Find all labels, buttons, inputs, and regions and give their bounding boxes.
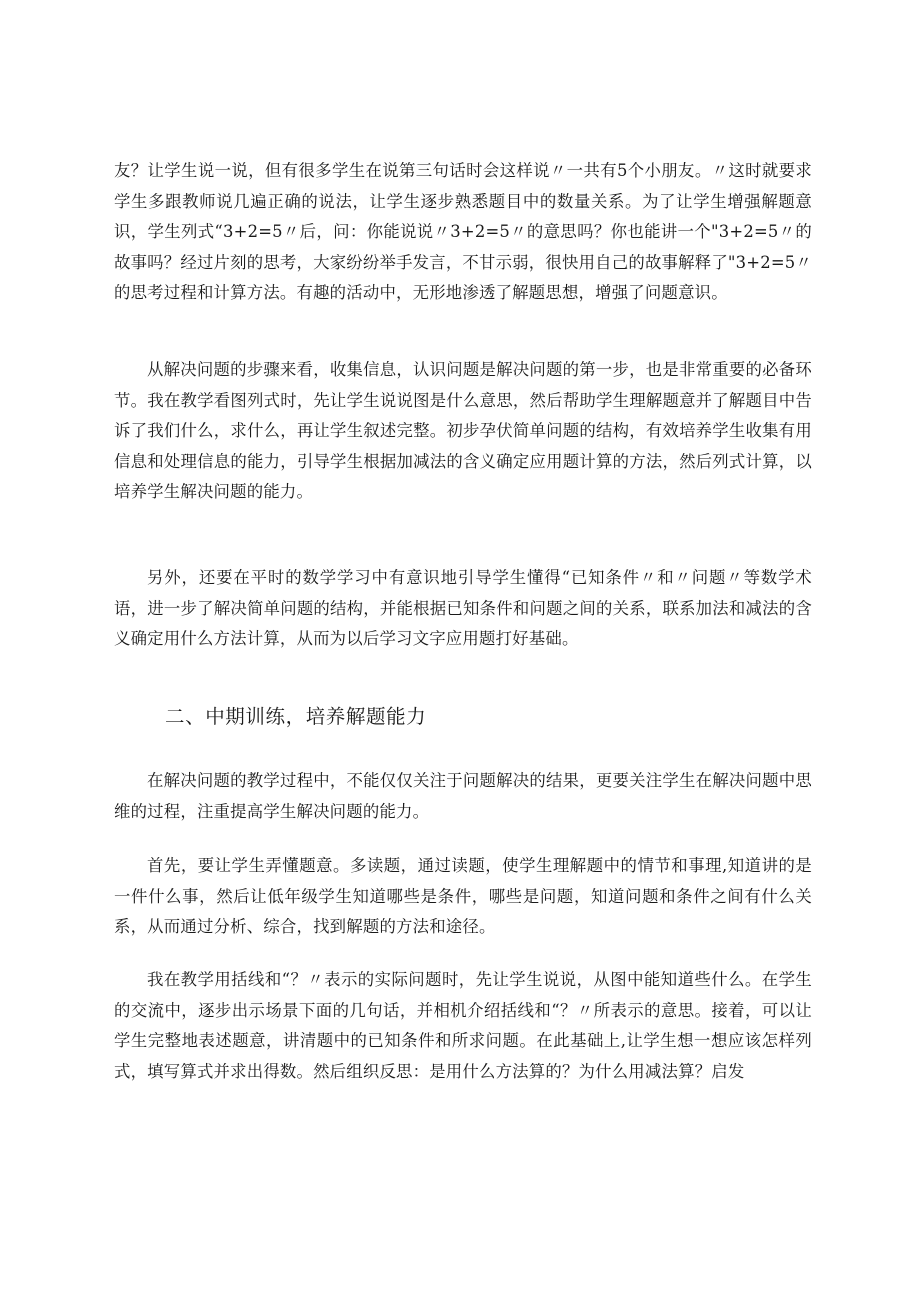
paragraph-bracket-question: 我在教学用括线和“？〃表示的实际问题时，先让学生说说，从图中能知道些什么。在学生的交流中，逐步出示场景下面的几句话，并相机介绍括线和“？〃所表示的意思。接着，可以让学生完整地表述题意，讲清题中的已知条件和所求问题。在此基础上,让学生想一想应该怎样列式，填写算式并求出得数。然后组织反思：是用什么方法算的？为什么用减法算？启发 [114,970,812,1081]
paragraph-math-terms: 另外，还要在平时的数学学习中有意识地引导学生懂得“已知条件〃和〃问题〃等数学术语，进一步了解决简单问题的结构，并能根据已知条件和问题之间的关系，联系加法和减法的含义确定用什么方法计算，从而为以后学习文字应用题打好基础。 [114,568,812,648]
paragraph-thinking-process: 在解决问题的教学过程中，不能仅仅关注于问题解决的结果，更要关注学生在解决问题中思维的过程，注重提高学生解决问题的能力。 [114,771,812,821]
section-heading: 二、中期训练，培养解题能力 [165,705,427,728]
paragraph-information-gathering: 从解决问题的步骤来看，收集信息，认识问题是解决问题的第一步，也是非常重要的必备环节。我在教学看图列式时，先让学生说说图是什么意思，然后帮助学生理解题意并了解题目中告诉了我们什么，求什么，再让学生叙述完整。初步孕伏简单问题的结构，有效培养学生收集有用信息和处理信息的能力，引导学生根据加减法的含义确定应用题计算的方法，然后列式计算，以培养学生解决问题的能力。 [114,360,812,501]
paragraph-understand-problem: 首先，要让学生弄懂题意。多读题，通过读题，使学生理解题中的情节和事理,知道讲的是一件什么事，然后让低年级学生知道哪些是条件，哪些是问题，知道问题和条件之间有什么关系，从而通过分析、综合，找到解题的方法和途径。 [114,856,812,936]
paragraph-continuation: 友？让学生说一说，但有很多学生在说第三句话时会这样说〃一共有5个小朋友。〃这时就要求学生多跟教师说几遍正确的说法，让学生逐步熟悉题目中的数量关系。为了让学生增强解题意识，学生列式“3+2=5〃后，问：你能说说〃3+2=5〃的意思吗？你也能讲一个"3+2=5〃的故事吗？经过片刻的思考，大家纷纷举手发言，不甘示弱，很快用自己的故事解释了"3+2=5〃的思考过程和计算方法。有趣的活动中，无形地渗透了解题思想，增强了问题意识。 [114,161,812,302]
